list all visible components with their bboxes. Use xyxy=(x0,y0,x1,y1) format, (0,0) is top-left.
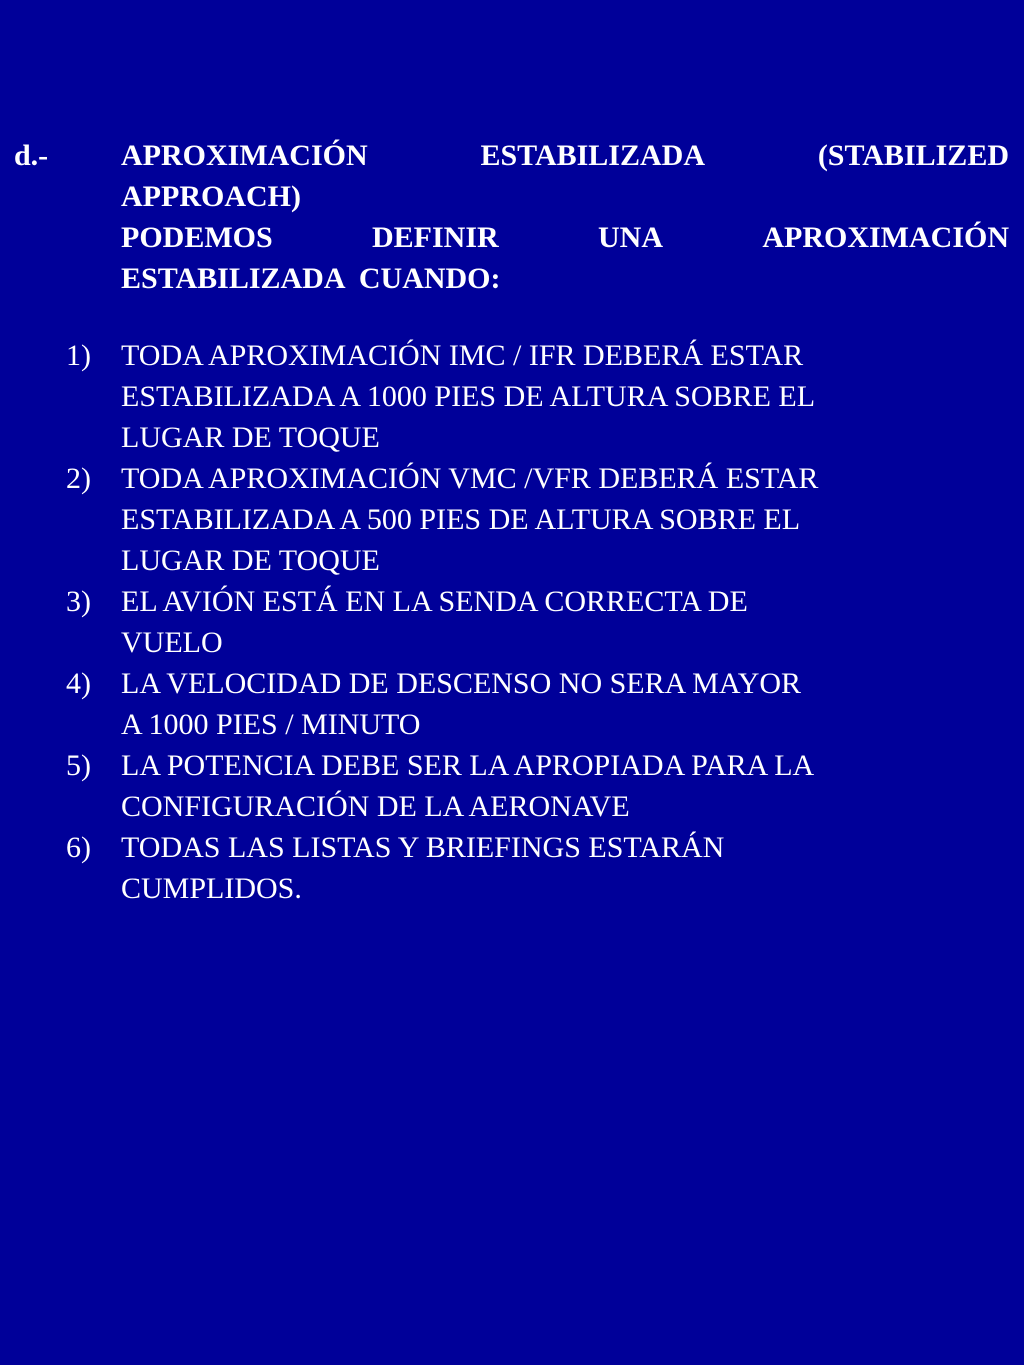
item-text: TODA APROXIMACIÓN VMC /VFR DEBERÁ ESTAR ESTABILIZADA A 500 PIES DE ALTURA SOBRE EL LUGAR DE TOQUE xyxy=(121,462,819,577)
definition-word: UNA xyxy=(598,221,664,254)
item-text: LA POTENCIA DEBE SER LA APROPIADA PARA LA CONFIGURACIÓN DE LA AERONAVE xyxy=(121,749,815,823)
section-title-line-1 xyxy=(121,135,1009,176)
list-item xyxy=(0,458,1024,581)
list-item xyxy=(0,663,1024,745)
definition-line-1 xyxy=(121,217,1009,258)
title-word: ESTABILIZADA xyxy=(480,139,705,172)
item-number: 2) xyxy=(66,462,91,495)
section-body xyxy=(121,135,1009,299)
definition-word: PODEMOS xyxy=(121,221,273,254)
item-number: 3) xyxy=(66,585,91,618)
item-text: LA VELOCIDAD DE DESCENSO NO SERA MAYOR A 1000 PIES / MINUTO xyxy=(121,667,802,741)
definition-word: APROXIMACIÓN xyxy=(762,221,1009,254)
item-text: TODA APROXIMACIÓN IMC / IFR DEBERÁ ESTAR ESTABILIZADA A 1000 PIES DE ALTURA SOBRE EL LUGAR DE TOQUE xyxy=(121,339,816,454)
title-word: APROXIMACIÓN xyxy=(121,139,368,172)
section-label: d.- xyxy=(14,139,49,172)
item-text: EL AVIÓN ESTÁ EN LA SENDA CORRECTA DE VUELO xyxy=(121,585,748,659)
criteria-list xyxy=(0,335,1024,909)
item-number: 5) xyxy=(66,749,91,782)
item-text: TODAS LAS LISTAS Y BRIEFINGS ESTARÁN CUMPLIDOS. xyxy=(121,831,725,905)
definition-word: DEFINIR xyxy=(372,221,499,254)
section-title-line-2: APPROACH) xyxy=(121,180,301,213)
list-item xyxy=(0,335,1024,458)
title-word: (STABILIZED xyxy=(817,139,1009,172)
list-item xyxy=(0,745,1024,827)
item-number: 4) xyxy=(66,667,91,700)
definition-line-2: ESTABILIZADA CUANDO: xyxy=(121,262,501,295)
list-item xyxy=(0,581,1024,663)
item-number: 1) xyxy=(66,339,91,372)
item-number: 6) xyxy=(66,831,91,864)
list-item xyxy=(0,827,1024,909)
